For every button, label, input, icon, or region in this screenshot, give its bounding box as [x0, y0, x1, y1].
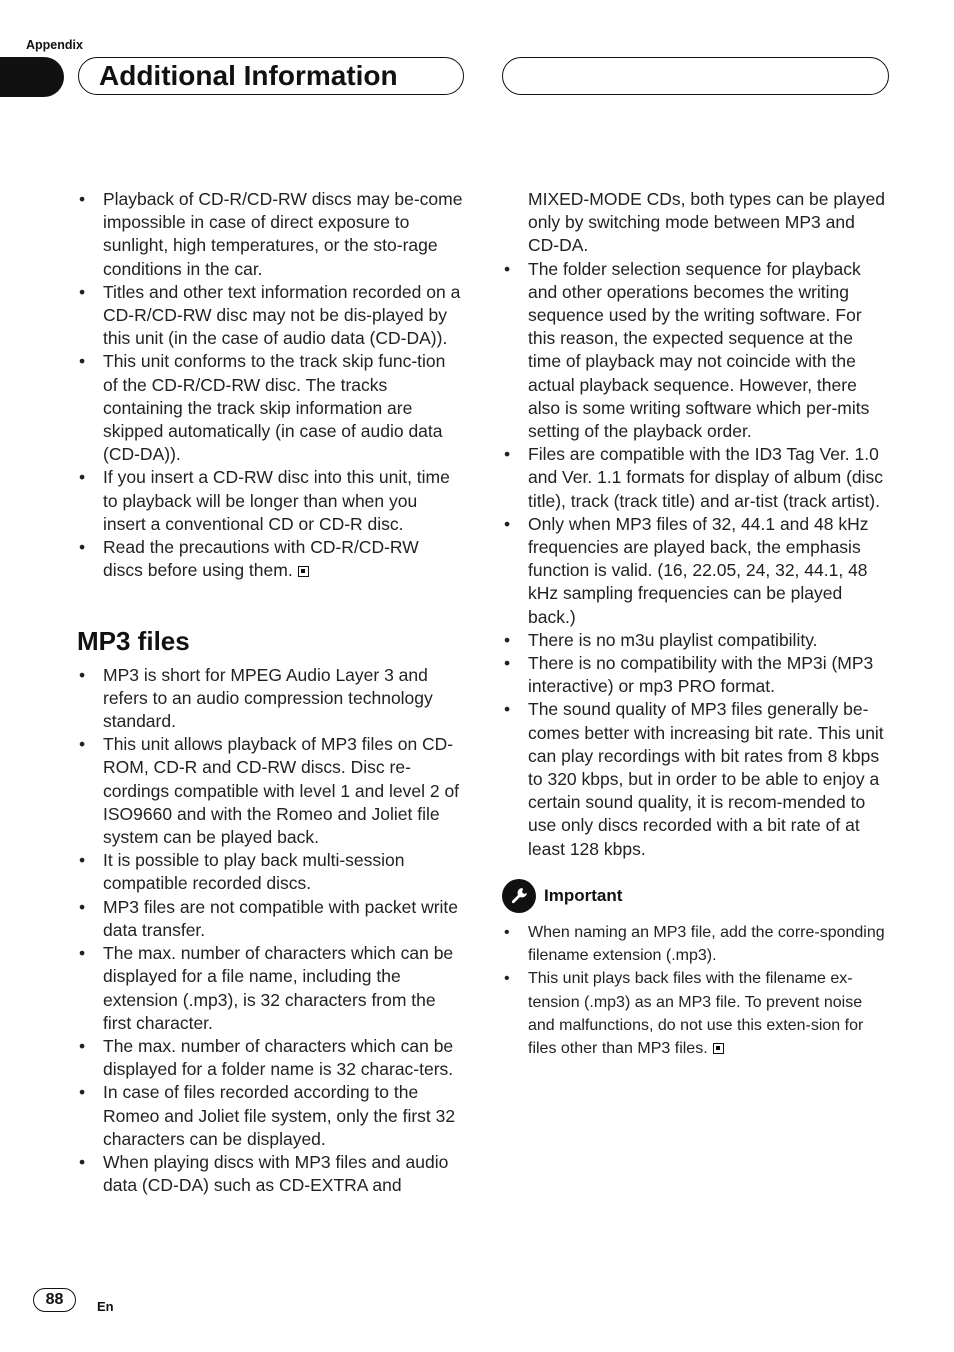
list-item: • Files are compatible with the ID3 Tag Ver. 1.0 and Ver. 1.1 formats for display of album (disc title), track (track title) and ar-tist (track artist).: [502, 443, 890, 513]
end-of-section-icon: [713, 1043, 724, 1054]
section-title-frame: [78, 57, 464, 95]
section-tab-marker: [0, 57, 64, 97]
appendix-label: Appendix: [26, 38, 83, 52]
list-item: • The max. number of characters which can be displayed for a folder name is 32 charac-ters.: [77, 1035, 463, 1081]
subsection-title-frame: [502, 57, 889, 95]
list-item: • The sound quality of MP3 files generally be-comes better with increasing bit rate. This unit can play recordings with bit rates from 8 kbps to 320 kbps, but in order to be able to enjoy a certain sound quality, it is recom-mended to use only discs recorded with a bit rate of at least 128 kbps.: [502, 698, 890, 860]
right-column: [502, 188, 890, 1060]
list-item: • This unit allows playback of MP3 files on CD-ROM, CD-R and CD-RW discs. Disc re-cordings compatible with level 1 and level 2 of ISO9660 and with the Romeo and Joliet file system can be played back.: [77, 733, 463, 849]
important-icon: [502, 879, 536, 913]
list-item: • This unit conforms to the track skip func-tion of the CD-R/CD-RW disc. The tracks containing the track skip information are skipped automatically (in case of audio data (CD-DA)).: [77, 350, 463, 466]
list-item: • The max. number of characters which can be displayed for a file name, including the extension (.mp3), is 32 characters from the first character.: [77, 942, 463, 1035]
important-callout: [502, 879, 890, 913]
section-title: Additional Information: [99, 60, 398, 91]
important-label: Important: [544, 886, 623, 906]
list-item: • Only when MP3 files of 32, 44.1 and 48 kHz frequencies are played back, the emphasis function is valid. (16, 22.05, 24, 32, 44.1, 48 kHz sampling frequencies can be played back.): [502, 513, 890, 629]
page-number: 88: [33, 1288, 76, 1312]
continued-paragraph: MIXED-MODE CDs, both types can be played only by switching mode between MP3 and CD-DA.: [528, 189, 885, 256]
list-item: • Playback of CD-R/CD-RW discs may be-come impossible in case of direct exposure to sunlight, high temperatures, or the sto-rage conditions in the car.: [77, 188, 463, 281]
important-bullet-list: [502, 921, 890, 1060]
list-item: • MP3 is short for MPEG Audio Layer 3 and refers to an audio compression technology standard.: [77, 664, 463, 734]
language-label: En: [97, 1299, 114, 1314]
mp3-files-heading: MP3 files: [77, 626, 190, 657]
list-item: • Read the precautions with CD-R/CD-RW discs before using them.: [77, 536, 463, 582]
list-item: • The folder selection sequence for playback and other operations becomes the writing sequence used by the writing software. For this reason, the expected sequence at the time of playback may not coincide with the actual playback sequence. However, there also is some writing software which per-mits setting of the playback order.: [502, 258, 890, 444]
wrench-icon: [508, 885, 530, 907]
list-item: • When naming an MP3 file, add the corre-sponding filename extension (.mp3).: [502, 921, 890, 967]
left-column: [77, 188, 463, 1197]
list-item: • MP3 files are not compatible with packet write data transfer.: [77, 896, 463, 942]
list-item: • This unit plays back files with the filename ex-tension (.mp3) as an MP3 file. To prevent noise and malfunctions, do not use this exten-sion for files other than MP3 files.: [502, 967, 890, 1060]
list-item: • In case of files recorded according to the Romeo and Joliet file system, only the first 32 characters can be displayed.: [77, 1081, 463, 1151]
list-item: • There is no compatibility with the MP3i (MP3 interactive) or mp3 PRO format.: [502, 652, 890, 698]
list-item: • There is no m3u playlist compatibility.: [502, 629, 890, 652]
end-of-section-icon: [298, 566, 309, 577]
mp3-bullet-list: [77, 664, 463, 1198]
list-item: • When playing discs with MP3 files and audio data (CD-DA) such as CD-EXTRA and: [77, 1151, 463, 1197]
intro-bullet-list: [77, 188, 463, 582]
mp3-bullet-list-continued: [502, 258, 890, 861]
list-item: • It is possible to play back multi-session compatible recorded discs.: [77, 849, 463, 895]
list-item: • If you insert a CD-RW disc into this unit, time to playback will be longer than when you insert a conventional CD or CD-R disc.: [77, 466, 463, 536]
list-item: • Titles and other text information recorded on a CD-R/CD-RW disc may not be dis-played by this unit (in the case of audio data (CD-DA)).: [77, 281, 463, 351]
